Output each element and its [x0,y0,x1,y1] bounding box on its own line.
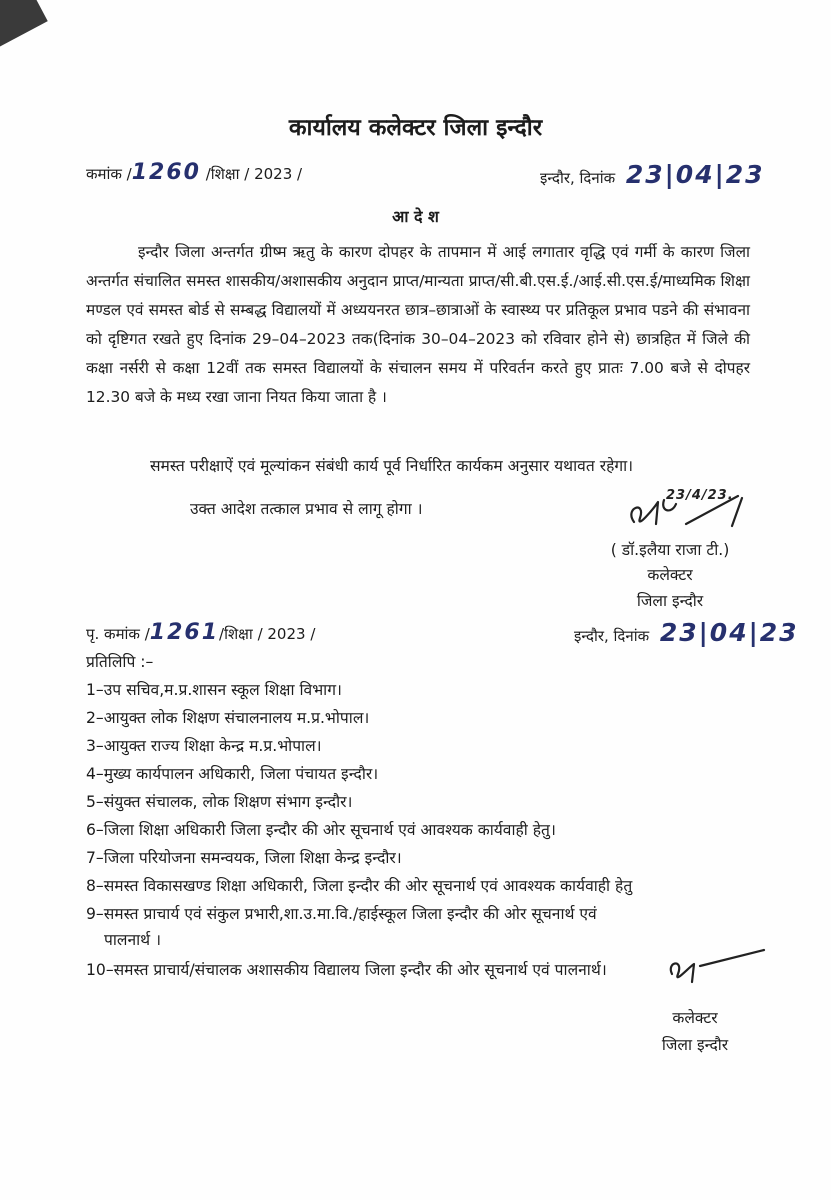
copy-to-label: प्रतिलिपि :– [86,653,154,671]
scan-corner-shadow [0,0,48,49]
ref-prefix: कमांक / [86,165,132,183]
copy-recipient: 1–उप सचिव,म.प्र.शासन स्कूल शिक्षा विभाग। [86,681,342,699]
place-date-label: इन्दौर, दिनांक [540,169,616,187]
copy-recipient: 7–जिला परियोजना समन्वयक, जिला शिक्षा केन्द्र इन्दौर। [86,849,402,867]
endorsement-place-date [574,618,799,647]
order-place-date [540,160,765,189]
endorsement-place-date-label: इन्दौर, दिनांक [574,627,650,645]
copy-recipient: 6–जिला शिक्षा अधिकारी जिला इन्दौर की ओर सूचनार्थ एवं आवश्यक कार्यवाही हेतु। [86,821,556,839]
office-title: कार्यालय कलेक्टर जिला इन्दौर [288,115,543,141]
signatory-designation: कलेक्टर [647,566,693,584]
copy-recipient: 9–समस्त प्राचार्य एवं संकुल प्रभारी,शा.उ.मा.वि./हाईस्कूल जिला इन्दौर की ओर सूचनार्थ एवं [86,905,597,923]
endorsement-ref-prefix: पृ. कमांक / [86,625,150,643]
signature-date: 23/4/23. [666,488,734,503]
ref-suffix: /शिक्षा / 2023 / [200,165,303,183]
effect-statement: उक्त आदेश तत्काल प्रभाव से लागू होगा । [190,500,423,518]
endorsement-ref-suffix: /शिक्षा / 2023 / [219,625,316,643]
endorsement-ref-number: 1261 [149,620,220,645]
order-heading: आ दे श [392,207,439,226]
ref-number: 1260 [131,160,201,185]
signatory-name: ( डॉ.इलैया राजा टी.) [610,541,730,559]
order-date: 23|04|23 [625,160,765,189]
copy-recipient: 10–समस्त प्राचार्य/संचालक अशासकीय विद्यालय जिला इन्दौर की ओर सूचनार्थ एवं पालनार्थ। [86,961,607,979]
copy-recipient-continuation: पालनार्थ । [104,931,161,949]
endorsement-designation: कलेक्टर [672,1009,718,1027]
endorsement-district: जिला इन्दौर [661,1036,729,1054]
copy-recipient: 2–आयुक्त लोक शिक्षण संचालनालय म.प्र.भोपाल। [86,709,370,727]
signatory-district: जिला इन्दौर [636,592,704,610]
copy-recipient: 3–आयुक्त राज्य शिक्षा केन्द्र म.प्र.भोपाल। [86,737,322,755]
copy-recipient: 4–मुख्य कार्यपालन अधिकारी, जिला पंचायत इन्दौर। [86,765,379,783]
order-reference [86,160,302,185]
copy-recipient: 5–संयुक्त संचालक, लोक शिक्षण संभाग इन्दौर। [86,793,353,811]
exams-statement: समस्त परीक्षाऐं एवं मूल्यांकन संबंधी कार्य पूर्व निर्धारित कार्यकम अनुसार यथावत रहेगा। [150,457,634,475]
copy-recipient: 8–समस्त विकासखण्ड शिक्षा अधिकारी, जिला इन्दौर की ओर सूचनार्थ एवं आवश्यक कार्यवाही हेतु [86,877,633,895]
order-body: इन्दौर जिला अन्तर्गत ग्रीष्म ऋतु के कारण दोपहर के तापमान में आई लगातार वृद्धि एवं गर्मी के कारण जिला अन्तर्गत संचालित समस्त शासकीय/अशासकीय अनुदान प्राप्त/मान्यता प्राप्त/सी.बी.एस.ई./आई.सी.एस.ई/माध्यमिक शिक्षा मण्डल एवं समस्त बोर्ड से सम्बद्ध विद्यालयों में अध्ययनरत छात्र–छात्राओं के स्वास्थ्य पर प्रतिकूल प्रभाव पडने की संभावना को दृष्टिगत रखते हुए दिनांक 29–04–2023 तक(दिनांक 30–04–2023 को रविवार होने से) छात्रहित में जिले की कक्षा नर्सरी से कक्षा 12वीं तक समस्त विद्यालयों के संचालन समय में परिवर्तन करते हुए प्रातः 7.00 बजे से दोपहर 12.30 बजे के मध्य रखा जाना नियत किया जाता है । [86,243,750,406]
endorsement-date: 23|04|23 [659,618,799,647]
endorsement-initials [664,944,774,990]
endorsement-reference [86,620,315,645]
